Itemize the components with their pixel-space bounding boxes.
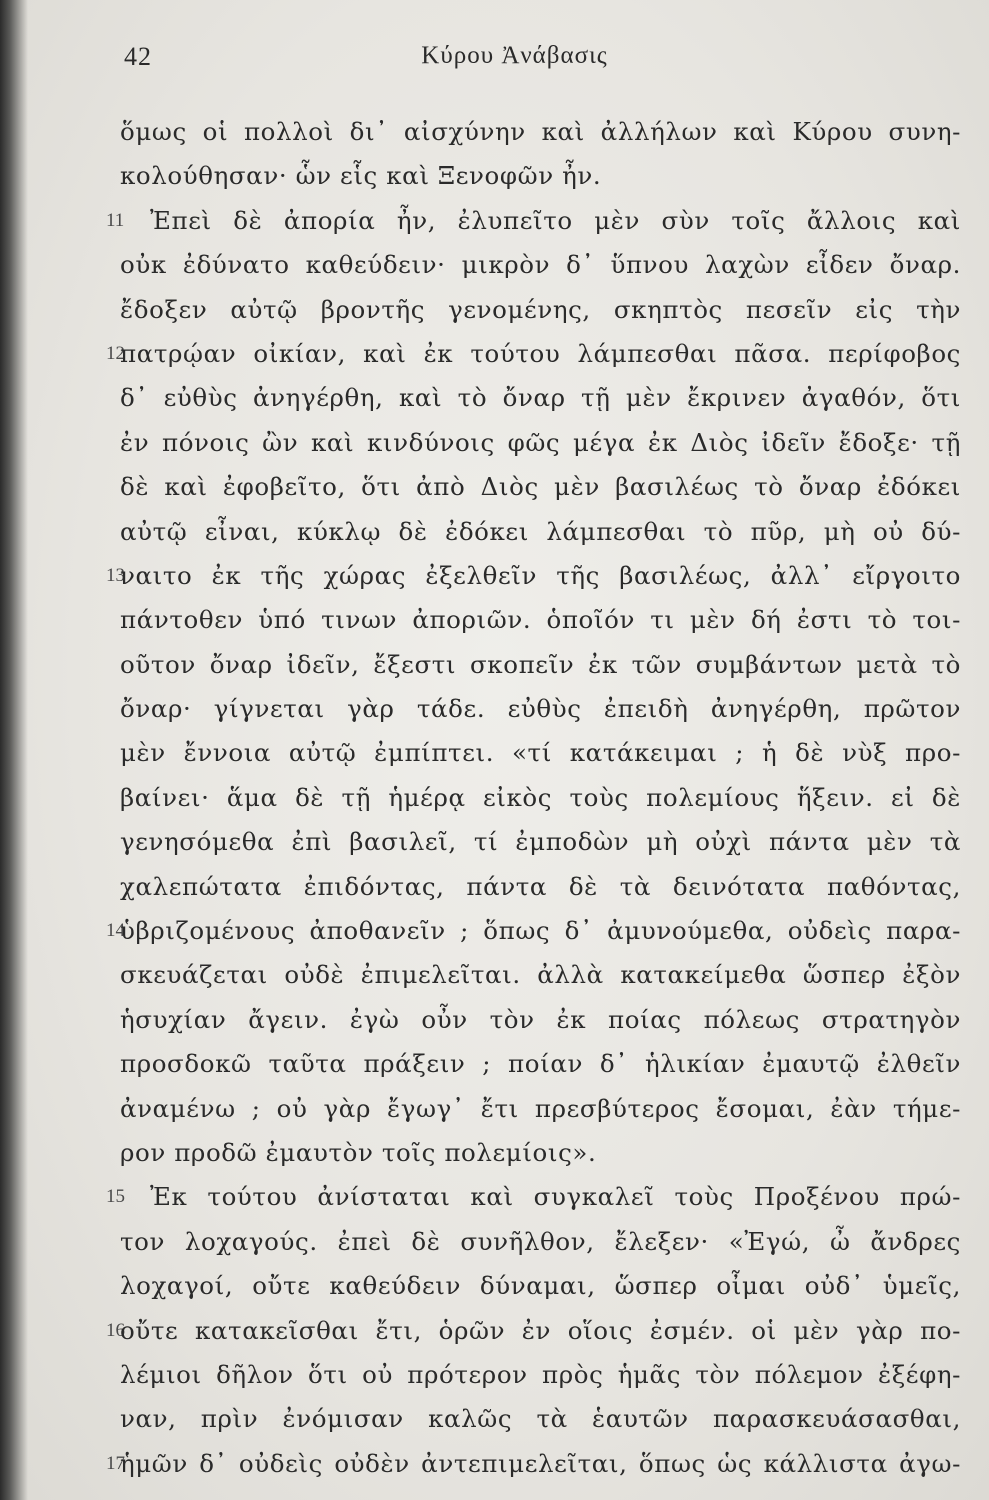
- section-number: 16: [106, 1319, 125, 1341]
- text-line: [0, 998, 989, 1042]
- line-text: αὐτῷ εἶναι, κύκλῳ δὲ ἐδόκει λάμπεσθαι τὸ πῦρ, μὴ οὐ δύ-: [120, 516, 961, 546]
- text-line: [0, 865, 989, 909]
- text-line: [0, 1220, 989, 1264]
- text-line: [0, 288, 989, 332]
- line-text: λέμιοι δῆλον ὅτι οὐ πρότερον πρὸς ἡμᾶς τὸν πόλεμον ἐξέφη-: [120, 1359, 961, 1389]
- line-text: ἡμῶν δ᾽ οὐδεὶς οὐδὲν ἀντεπιμελεῖται, ὅπως ὡς κάλλιστα ἀγω-: [120, 1448, 961, 1478]
- line-text: κολούθησαν· ὧν εἷς καὶ Ξενοφῶν ἦν.: [120, 161, 602, 191]
- line-text: χαλεπώτατα ἐπιδόντας, πάντα δὲ τὰ δεινότατα παθόντας,: [120, 871, 961, 901]
- line-text: Ἐκ τούτου ἀνίσταται καὶ συγκαλεῖ τοὺς Προξένου πρώ-: [150, 1182, 961, 1212]
- section-number: 15: [106, 1186, 125, 1208]
- text-line: [0, 731, 989, 775]
- text-line: [0, 687, 989, 731]
- text-line: [0, 421, 989, 465]
- line-text: ὅμως οἱ πολλοὶ δι᾽ αἰσχύνην καὶ ἀλλήλων καὶ Κύρου συνη-: [120, 117, 961, 146]
- text-line: [0, 1175, 989, 1219]
- page-header: [0, 42, 989, 82]
- text-line: [0, 1131, 989, 1175]
- line-text: ἡσυχίαν ἄγειν. ἐγὼ οὖν τὸν ἐκ ποίας πόλεως στρατηγὸν: [120, 1004, 961, 1034]
- line-text: λοχαγοί, οὔτε καθεύδειν δύναμαι, ὥσπερ οἶμαι οὐδ᾽ ὑμεῖς,: [120, 1271, 961, 1301]
- text-line: [0, 1042, 989, 1086]
- line-text: ναιτο ἐκ τῆς χώρας ἐξελθεῖν τῆς βασιλέως, ἀλλ᾽ εἴργοιτο: [120, 560, 961, 590]
- line-text: οὔτε κατακεῖσθαι ἔτι, ὁρῶν ἐν οἵοις ἐσμέν. οἱ μὲν γὰρ πο-: [120, 1315, 961, 1345]
- text-line: [0, 332, 989, 376]
- line-text: γενησόμεθα ἐπὶ βασιλεῖ, τί ἐμποδὼν μὴ οὐχὶ πάντα μὲν τὰ: [120, 827, 961, 857]
- line-text: τον λοχαγούς. ἐπεὶ δὲ συνῆλθον, ἔλεξεν· «Ἐγώ, ὦ ἄνδρες: [120, 1226, 961, 1256]
- line-text: πατρῴαν οἰκίαν, καὶ ἐκ τούτου λάμπεσθαι πᾶσα. περίφοβος: [120, 338, 961, 368]
- line-text: ἐν πόνοις ὢν καὶ κινδύνοις φῶς μέγα ἐκ Διὸς ἰδεῖν ἔδοξε· τῇ: [120, 427, 961, 457]
- text-line: [0, 376, 989, 420]
- line-text: οὐκ ἐδύνατο καθεύδειν· μικρὸν δ᾽ ὕπνου λαχὼν εἶδεν ὄναρ.: [120, 250, 961, 280]
- text-line: [0, 1264, 989, 1308]
- line-text: Ἐπεὶ δὲ ἀπορία ἦν, ἐλυπεῖτο μὲν σὺν τοῖς ἄλλοις καὶ: [150, 205, 961, 235]
- section-number: 13: [106, 564, 125, 586]
- text-line: [0, 909, 989, 953]
- line-text: ὄναρ· γίγνεται γὰρ τάδε. εὐθὺς ἐπειδὴ ἀνηγέρθη, πρῶτον: [120, 694, 961, 724]
- text-line: [0, 1353, 989, 1397]
- line-text: ναν, πρὶν ἐνόμισαν καλῶς τὰ ἑαυτῶν παρασκευάσασθαι,: [120, 1404, 961, 1434]
- running-title: Κύρου Ἀνάβασις: [421, 42, 608, 69]
- text-line: [0, 1309, 989, 1353]
- line-text: δὲ καὶ ἐφοβεῖτο, ὅτι ἀπὸ Διὸς μὲν βασιλέως τὸ ὄναρ ἐδόκει: [120, 472, 961, 502]
- line-text: σκευάζεται οὐδὲ ἐπιμελεῖται. ἀλλὰ κατακείμεθα ὥσπερ ἐξὸν: [120, 960, 961, 990]
- text-line: [0, 110, 989, 154]
- section-number: 11: [106, 209, 125, 231]
- line-text: ὑβριζομένους ἀποθανεῖν ; ὅπως δ᾽ ἀμυνούμεθα, οὐδεὶς παρα-: [120, 916, 961, 946]
- text-line: [0, 465, 989, 509]
- text-line: [0, 820, 989, 864]
- text-line: [0, 953, 989, 997]
- text-line: [0, 598, 989, 642]
- line-text: ἀναμένω ; οὐ γὰρ ἔγωγ᾽ ἔτι πρεσβύτερος ἔσομαι, ἐὰν τήμε-: [120, 1093, 961, 1123]
- text-line: [0, 554, 989, 598]
- text-line: [0, 643, 989, 687]
- line-text: πάντοθεν ὑπό τινων ἀποριῶν. ὁποῖόν τι μὲν δή ἐστι τὸ τοι-: [120, 605, 961, 635]
- line-text: ρον προδῶ ἐμαυτὸν τοῖς πολεμίοις».: [120, 1137, 597, 1167]
- text-line: [0, 776, 989, 820]
- text-line: [0, 1442, 989, 1486]
- text-line: [0, 1397, 989, 1441]
- section-number: 12: [106, 342, 125, 364]
- body-text: [0, 110, 989, 1486]
- text-line: [0, 154, 989, 198]
- text-line: [0, 243, 989, 287]
- text-line: [0, 1087, 989, 1131]
- line-text: μὲν ἔννοια αὐτῷ ἐμπίπτει. «τί κατάκειμαι ; ἡ δὲ νὺξ προ-: [120, 738, 961, 768]
- line-text: ἔδοξεν αὐτῷ βροντῆς γενομένης, σκηπτὸς πεσεῖν εἰς τὴν: [120, 294, 961, 324]
- line-text: βαίνει· ἅμα δὲ τῇ ἡμέρᾳ εἰκὸς τοὺς πολεμίους ἥξειν. εἰ δὲ: [120, 782, 961, 812]
- text-line: [0, 510, 989, 554]
- page-number: 42: [124, 42, 152, 71]
- line-text: οῦτον ὄναρ ἰδεῖν, ἔξεστι σκοπεῖν ἐκ τῶν συμβάντων μετὰ τὸ: [120, 649, 961, 679]
- text-line: [0, 199, 989, 243]
- line-text: προσδοκῶ ταῦτα πράξειν ; ποίαν δ᾽ ἡλικίαν ἐμαυτῷ ἐλθεῖν: [120, 1049, 961, 1079]
- section-number: 17: [106, 1452, 125, 1474]
- section-number: 14: [106, 920, 125, 942]
- line-text: δ᾽ εὐθὺς ἀνηγέρθη, καὶ τὸ ὄναρ τῇ μὲν ἔκρινεν ἀγαθόν, ὅτι: [120, 383, 961, 413]
